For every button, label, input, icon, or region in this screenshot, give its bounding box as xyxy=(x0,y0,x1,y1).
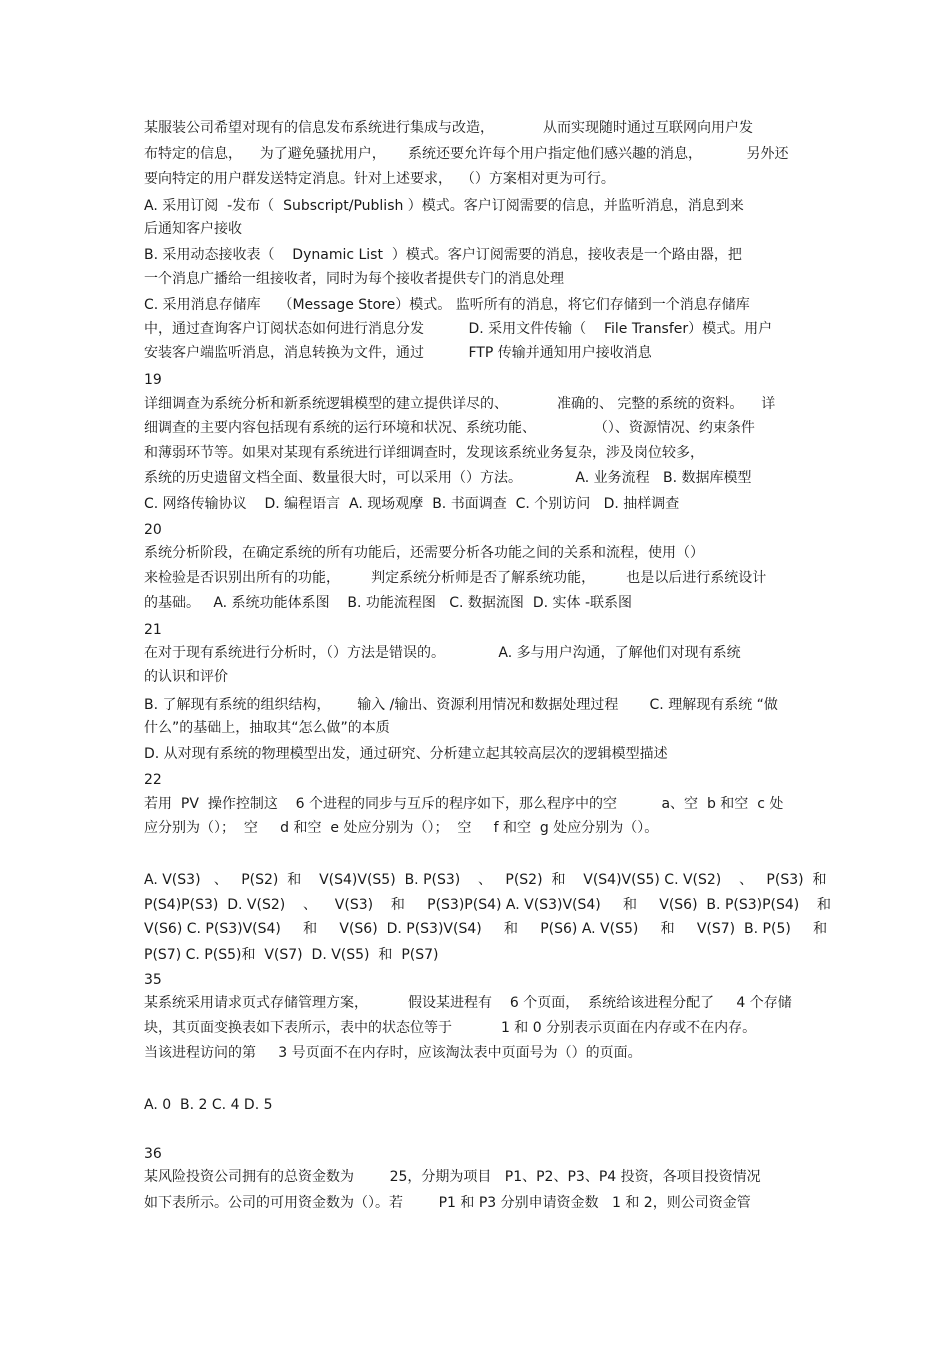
text-line: 系统的历史遗留文档全面、数量很大时，可以采用（）方法。 A. 业务流程 B. 数据库模型 xyxy=(144,470,752,486)
text-line: 细调查的主要内容包括现有系统的运行环境和状况、系统功能、 （）、资源情况、约束条件 xyxy=(144,420,755,436)
text-line: 系统分析阶段，在确定系统的所有功能后，还需要分析各功能之间的关系和流程，使用（） xyxy=(144,545,704,561)
text-line: B. 了解现有系统的组织结构， 输入 /输出、资源利用情况和数据处理过程 C. 理解现有系统 “做 xyxy=(144,697,778,713)
text-line: P(S7) C. P(S5)和 V(S7) D. V(S5) 和 P(S7) xyxy=(144,947,439,963)
text-line: 安装客户端监听消息，消息转换为文件，通过 FTP 传输并通知用户接收消息 xyxy=(144,345,652,361)
text-line: P(S4)P(S3) D. V(S2) 、 V(S3) 和 P(S3)P(S4) A. V(S3)V(S4) 和 V(S6) B. P(S3)P(S4) 和 xyxy=(144,897,832,913)
text-line: 若用 PV 操作控制这 6 个进程的同步与互斥的程序如下，那么程序中的空 a、空 b 和空 c 处 xyxy=(144,796,784,812)
text-line: D. 从对现有系统的物理模型出发，通过研究、分析建立起其较高层次的逻辑模型描述 xyxy=(144,746,668,762)
question-number: 19 xyxy=(144,372,162,388)
text-line: V(S6) C. P(S3)V(S4) 和 V(S6) D. P(S3)V(S4) 和 P(S6) A. V(S5) 和 V(S7) B. P(5) 和 xyxy=(144,921,828,937)
text-line: 块，其页面变换表如下表所示，表中的状态位等于 1 和 0 分别表示页面在内存或不在内存。 xyxy=(144,1020,757,1036)
text-line: 某风险投资公司拥有的总资金数为 25，分期为项目 P1、P2、P3、P4 投资，各项目投资情况 xyxy=(144,1169,761,1185)
text-line: C. 网络传输协议 D. 编程语言 A. 现场观摩 B. 书面调查 C. 个别访问 D. 抽样调查 xyxy=(144,496,680,512)
text-line: 来检验是否识别出所有的功能， 判定系统分析师是否了解系统功能， 也是以后进行系统设计 xyxy=(144,570,767,586)
question-number: 36 xyxy=(144,1146,162,1162)
text-line: 后通知客户接收 xyxy=(144,221,242,237)
text-line: 的基础。 A. 系统功能体系图 B. 功能流程图 C. 数据流图 D. 实体 -联系图 xyxy=(144,595,632,611)
text-line: 什么”的基础上，抽取其“怎么做”的本质 xyxy=(144,720,390,736)
text-line: 中，通过查询客户订阅状态如何进行消息分发 D. 采用文件传输（ File Transfer）模式。用户 xyxy=(144,321,773,337)
text-line: 当该进程访问的第 3 号页面不在内存时，应该淘汰表中页面号为（）的页面。 xyxy=(144,1045,642,1061)
text-line: A. V(S3) 、 P(S2) 和 V(S4)V(S5) B. P(S3) 、 P(S2) 和 V(S4)V(S5) C. V(S2) 、 P(S3) 和 xyxy=(144,872,827,888)
text-line: 某系统采用请求页式存储管理方案， 假设某进程有 6 个页面， 系统给该进程分配了 4 个存储 xyxy=(144,995,792,1011)
text-line: B. 采用动态接收表（ Dynamic List ）模式。客户订阅需要的消息，接收表是一个路由器，把 xyxy=(144,247,742,263)
text-line: 如下表所示。公司的可用资金数为（）。若 P1 和 P3 分别申请资金数 1 和 2，则公司资金管 xyxy=(144,1195,751,1211)
text-line: 应分别为（）； 空 d 和空 e 处应分别为（）； 空 f 和空 g 处应分别为（）。 xyxy=(144,820,659,836)
text-line: 在对于现有系统进行分析时，（）方法是错误的。 A. 多与用户沟通，了解他们对现有系统 xyxy=(144,645,741,661)
text-line: C. 采用消息存储库 （Message Store）模式。 监听所有的消息，将它们存储到一个消息存储库 xyxy=(144,297,750,313)
question-number: 35 xyxy=(144,972,162,988)
text-line: 和薄弱环节等。如果对某现有系统进行详细调查时，发现该系统业务复杂，涉及岗位较多， xyxy=(144,445,704,461)
text-line: A. 0 B. 2 C. 4 D. 5 xyxy=(144,1097,273,1113)
text-line: 一个消息广播给一组接收者，同时为每个接收者提供专门的消息处理 xyxy=(144,271,564,287)
text-line: 某服装公司希望对现有的信息发布系统进行集成与改造， 从而实现随时通过互联网向用户发 xyxy=(144,120,753,136)
question-number: 21 xyxy=(144,622,162,638)
text-line: 详细调查为系统分析和新系统逻辑模型的建立提供详尽的、 准确的、 完整的系统的资料。 详 xyxy=(144,396,776,412)
text-line: 的认识和评价 xyxy=(144,669,228,685)
question-number: 22 xyxy=(144,772,162,788)
text-line: 布特定的信息， 为了避免骚扰用户， 系统还要允许每个用户指定他们感兴趣的消息， 另外还 xyxy=(144,146,789,162)
question-number: 20 xyxy=(144,522,162,538)
text-line: A. 采用订阅 -发布（ Subscript/Publish ）模式。客户订阅需要的信息，并监听消息，消息到来 xyxy=(144,198,744,214)
text-line: 要向特定的用户群发送特定消息。针对上述要求， （）方案相对更为可行。 xyxy=(144,171,615,187)
